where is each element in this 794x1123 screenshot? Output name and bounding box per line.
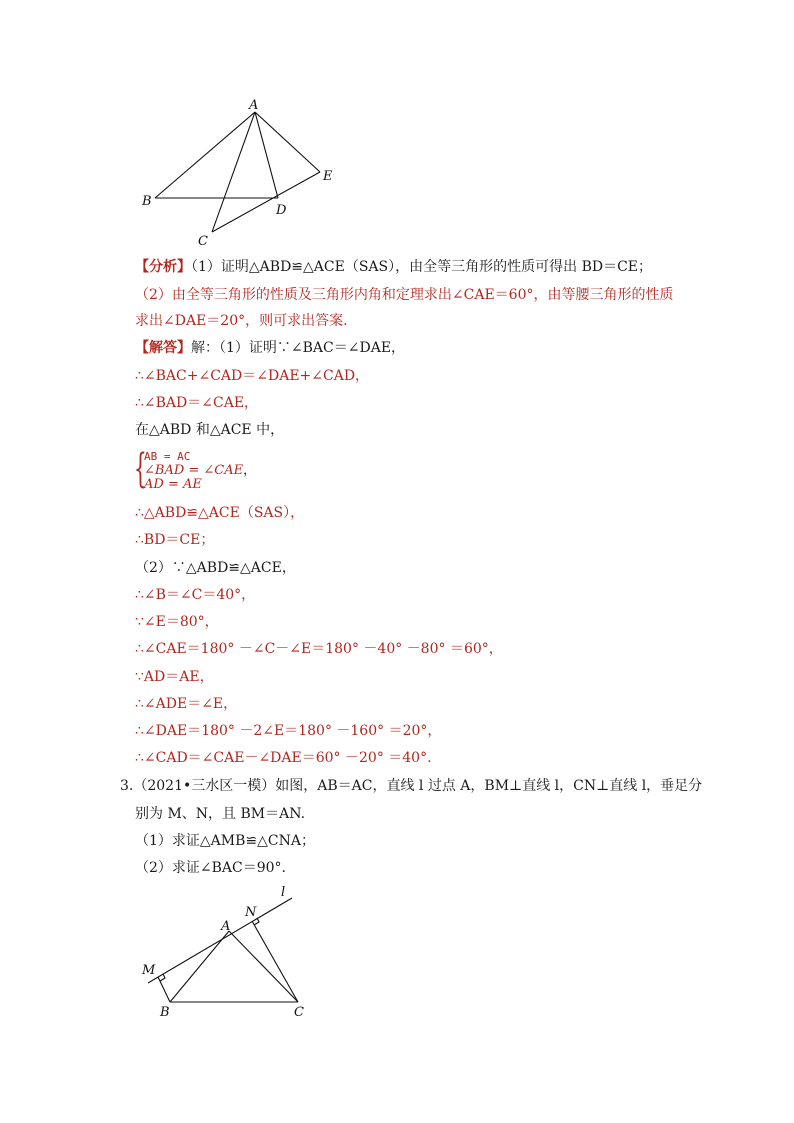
problem-3-question-1: （1）求证△AMB≌△CNA； [135, 833, 315, 849]
system-row-1: AB = AC [144, 450, 191, 463]
problem-3-line-2: 别为 M、N，且 BM＝AN. [135, 806, 306, 822]
label-b: B [160, 1005, 170, 1020]
solution-step: ∴∠DAE＝180° －2∠E＝180° －160° ＝20°， [135, 723, 442, 739]
solution-step: ∵AD＝AE， [135, 669, 214, 685]
solution-tag: 【解答】 [135, 340, 191, 356]
label-d: D [276, 203, 287, 218]
solution-intro: 解：（1）证明∵∠BAC＝∠DAE， [191, 340, 406, 356]
segment-ad [255, 112, 278, 198]
line-l [148, 898, 292, 983]
analysis-tag: 【分析】 [135, 259, 191, 275]
segment-bm [158, 977, 170, 1002]
solution-step: ∴∠BAD＝∠CAE， [135, 395, 259, 411]
label-l: l [281, 885, 286, 900]
label-b: B [142, 194, 152, 209]
solution-step: ∴∠CAD＝∠CAE－∠DAE＝60° －20° ＝40°. [135, 750, 432, 766]
system-row-3: AD = AE [144, 477, 202, 492]
figure-triangle-abc-line-l [135, 880, 335, 1025]
solution-step: ∴∠ADE＝∠E， [135, 696, 238, 712]
solution-step: （2）∵△ABD≌△ACE， [135, 560, 296, 576]
label-a: A [221, 919, 231, 934]
problem-3-question-2: （2）求证∠BAC＝90°. [135, 860, 287, 876]
figure-triangle-abde [130, 90, 360, 255]
system-brace: { [134, 446, 147, 492]
solution-step: ∴BD＝CE； [135, 532, 215, 548]
analysis-line-2: （2）由全等三角形的性质及三角形内角和定理求出∠CAE＝60°，由等腰三角形的性质 [135, 287, 674, 303]
solution-intro-line [135, 338, 405, 358]
solution-step: ∴∠BAC+∠CAD＝∠DAE+∠CAD， [135, 368, 370, 384]
label-c: C [198, 234, 208, 249]
label-n: N [245, 905, 257, 920]
label-e: E [323, 169, 333, 184]
label-m: M [142, 963, 156, 978]
solution-step: ∴∠B＝∠C＝40°， [135, 587, 256, 603]
system-row-2: ∠BAD = ∠CAE， [144, 463, 257, 478]
label-a: A [249, 98, 259, 113]
segment-ae [255, 112, 320, 172]
analysis-line-3: 求出∠DAE＝20°，则可求出答案. [135, 313, 348, 329]
problem-3-line-1: 3.（2021•三水区一模）如图，AB＝AC，直线 l 过点 A，BM⊥直线 l，CN⊥直线 l，垂足分 [120, 778, 703, 794]
label-c: C [294, 1005, 304, 1020]
solution-step: 在△ABD 和△ACE 中， [135, 422, 285, 438]
solution-step: ∵∠E＝80°， [135, 614, 219, 630]
analysis-line-1 [135, 257, 652, 277]
segment-ce [212, 172, 320, 232]
segment-ab [170, 931, 229, 1002]
solution-step: ∴∠CAE＝180° －∠C－∠E＝180° －40° －80° ＝60°， [135, 641, 503, 657]
analysis-text-1: （1）证明△ABD≌△ACE（SAS），由全等三角形的性质可得出 BD＝CE； [191, 259, 653, 275]
solution-step: ∴△ABD≌△ACE（SAS）， [135, 505, 305, 521]
